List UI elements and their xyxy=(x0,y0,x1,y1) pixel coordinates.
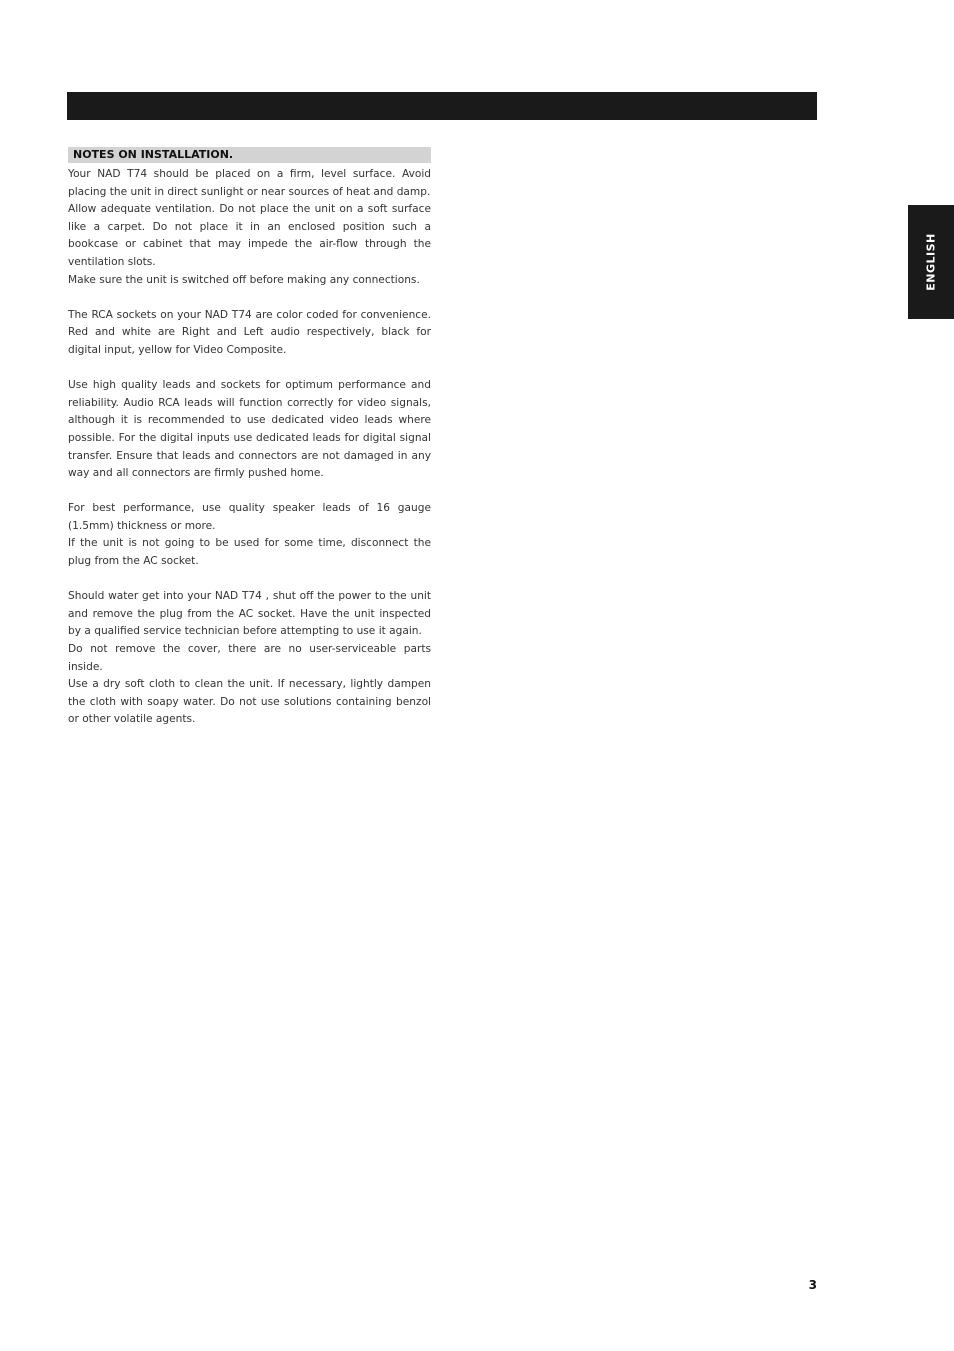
page-number: 3 xyxy=(808,1278,817,1292)
paragraph: Use a dry soft cloth to clean the unit. If necessary, lightly dampen the cloth with soapy water. Do not use solutions containing benzol or other volatile agents. xyxy=(68,678,431,726)
language-tab-label: ENGLISH xyxy=(924,233,938,291)
paragraph: Allow adequate ventilation. Do not place the unit on a soft surface like a carpet. Do not place it in an enclosed position such a bookcase or cabinet that may impede the air-flow through the ventilation slots. xyxy=(68,203,431,268)
paragraph: Use high quality leads and sockets for optimum performance and reliability. Audio RCA leads will function correctly for video signals, although it is recommended to use dedicated video leads where possible. For the digital inputs use dedicated leads for digital signal transfer. Ensure that leads and connectors are not damaged in any way and all connectors are firmly pushed home. xyxy=(68,379,431,480)
paragraph: If the unit is not going to be used for some time, disconnect the plug from the AC socket. xyxy=(68,537,431,568)
paragraph: The RCA sockets on your NAD T74 are color coded for convenience. Red and white are Right and Left audio respectively, black for digital input, yellow for Video Composite. xyxy=(68,308,431,356)
paragraph: For best performance, use quality speaker leads of 16 gauge (1.5mm) thickness or more. xyxy=(68,502,431,532)
header-bar xyxy=(67,92,817,120)
paragraph: Should water get into your NAD T74 , shut off the power to the unit and remove the plug from the AC socket. Have the unit inspected by a qualified service technician before attempting to use it again. xyxy=(68,590,431,638)
installation-notes xyxy=(68,166,431,729)
language-tab xyxy=(908,205,954,319)
paragraph: Do not remove the cover, there are no user-serviceable parts inside. xyxy=(68,643,431,673)
section-heading-band xyxy=(68,147,431,163)
paragraph: Make sure the unit is switched off before making any connections. xyxy=(68,273,420,286)
section-heading: NOTES ON INSTALLATION. xyxy=(73,148,234,161)
paragraph: Your NAD T74 should be placed on a firm, level surface. Avoid placing the unit in direct sunlight or near sources of heat and damp. xyxy=(68,168,431,198)
